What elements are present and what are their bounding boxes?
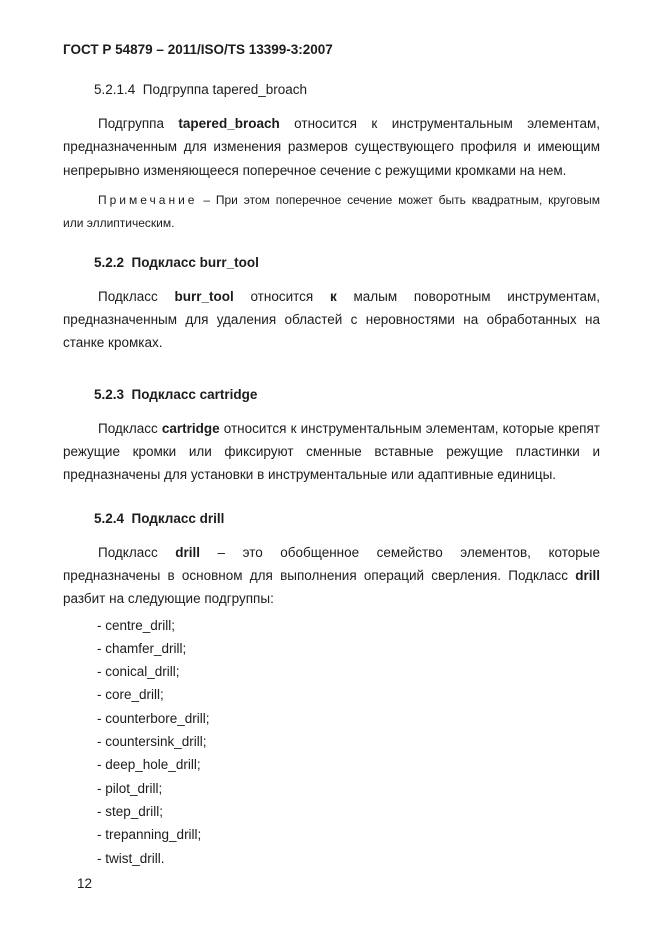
list-item: - conical_drill; — [97, 664, 180, 680]
text-run-bold: burr_tool — [174, 288, 234, 304]
text-run: Подкласс — [98, 544, 176, 560]
document-header: ГОСТ Р 54879 – 2011/ISO/TS 13399-3:2007 — [63, 42, 333, 57]
list-item: - chamfer_drill; — [97, 640, 187, 656]
list-item: - trepanning_drill; — [97, 827, 202, 843]
list-item: - centre_drill; — [97, 617, 176, 633]
paragraph-burr-tool — [63, 285, 600, 355]
text-run: разбит на следующие подгруппы: — [63, 591, 274, 607]
text-run: Подкласс — [98, 420, 162, 436]
note-paragraph — [63, 189, 600, 235]
text-run: – это обобщенное семейство элементов, которые предназначены в основном для выполнения операций сверления. Подкласс — [63, 544, 600, 583]
section-heading-5-2-3: 5.2.3 Подкласс cartridge — [94, 386, 258, 402]
list-item: - twist_drill. — [97, 850, 165, 866]
drill-subgroup-list — [63, 614, 600, 870]
paragraph-cartridge — [63, 417, 600, 487]
list-item: - core_drill; — [97, 687, 164, 703]
text-run: малым поворотным инструментам, предназначенным для удаления областей с неровностями на обработанных на станке кромках. — [63, 288, 600, 351]
text-run-bold: cartridge — [161, 420, 220, 436]
list-item: - deep_hole_drill; — [97, 757, 201, 773]
text-run-bold: drill — [575, 567, 600, 583]
text-run-bold: tapered_broach — [178, 116, 280, 131]
text-run: Подкласс — [98, 288, 175, 304]
list-item: - step_drill; — [97, 803, 164, 819]
section-heading-5-2-2: 5.2.2 Подкласс burr_tool — [94, 254, 259, 270]
text-run-bold: drill — [175, 544, 201, 560]
list-item: - pilot_drill; — [97, 780, 163, 796]
text-run: Подгруппа — [98, 116, 179, 131]
note-text: – При этом поперечное сечение может быть квадратным, круговым или эллиптическим. — [63, 192, 600, 230]
section-heading-5-2-4: 5.2.4 Подкласс drill — [94, 510, 225, 526]
list-item: - counterbore_drill; — [97, 710, 210, 726]
paragraph-drill — [63, 541, 600, 611]
text-run: относится к инструментальным элементам, предназначенным для изменения размеров существующего профиля и имеющим непрерывно изменяющееся поперечное сечение с режущими кромками на нем. — [63, 116, 601, 178]
list-item: - countersink_drill; — [97, 734, 207, 750]
text-run-bold: к — [329, 288, 337, 304]
section-heading-5-2-1-4: 5.2.1.4 Подгруппа tapered_broach — [94, 82, 308, 97]
paragraph-tapered-broach — [63, 112, 600, 182]
text-run: относится к инструментальным элементам, которые крепят режущие кромки или фиксируют сменные вставные режущие пластинки и предназначены для установки в инструментальные или адаптивные единицы. — [63, 420, 600, 483]
page-number: 12 — [77, 876, 93, 891]
text-run: относится — [233, 288, 330, 304]
note-label: Примечание — [98, 192, 198, 207]
